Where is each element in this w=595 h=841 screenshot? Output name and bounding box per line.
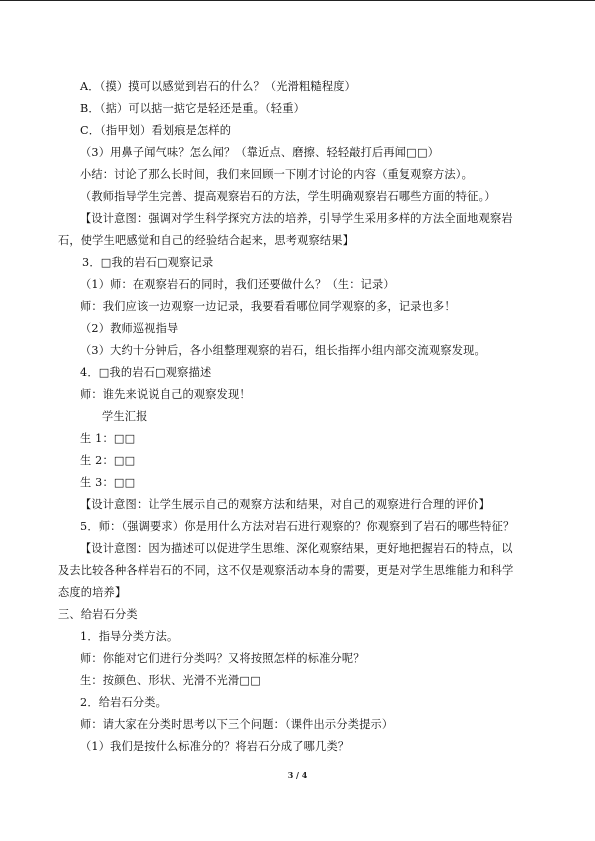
text-line: 【设计意图：让学生展示自己的观察方法和结果，对自己的观察进行合理的评价】 [80,498,490,511]
text-line: 师：你能对它们进行分类吗？又将按照怎样的标准分呢？ [80,652,365,665]
text-line: 5．师：（强调要求）你是用什么方法对岩石进行观察的？你观察到了岩石的哪些特征？ [80,520,515,533]
section-heading: 三、给岩石分类 [58,608,138,621]
text-line: （2）教师巡视指导 [80,322,179,335]
text-line: 生 1：□□ [80,432,136,445]
text-line: 师：我们应该一边观察一边记录，我要看看哪位同学观察的多，记录也多！ [80,300,456,313]
text-line: C．（指甲划）看划痕是怎样的 [80,124,232,137]
text-line: A．（摸）摸可以感觉到岩石的什么？（光滑粗糙程度） [80,80,356,93]
text-line: 生 2：□□ [80,454,136,467]
text-line: 生 3：□□ [80,476,136,489]
text-line: 【设计意图：因为描述可以促进学生思维、深化观察结果，更好地把握岩石的特点，以 [80,542,513,555]
top-border [0,0,595,1]
text-line: 小结：讨论了那么长时间，我们来回顾一下刚才讨论的内容（重复观察方法）。 [80,168,473,181]
page-number: 3 / 4 [287,770,308,780]
text-line: （1）我们是按什么标准分的？将岩石分成了哪几类？ [80,740,350,753]
text-line: 生：按颜色、形状、光滑不光滑□□ [80,674,261,687]
text-line: （3）用鼻子闻气味？怎么闻？（靠近点、磨擦、轻轻敲打后再闻□□） [80,146,440,159]
text-line: （3）大约十分钟后，各小组整理观察的岩石，组长指挥小组内部交流观察发现。 [80,344,486,357]
text-line: 学生汇报 [102,410,148,423]
text-line: 石，使学生吧感觉和自己的经验结合起来，思考观察结果】 [58,234,355,247]
text-line: 师：请大家在分类时思考以下三个问题：（课件出示分类提示） [80,718,394,731]
text-line: 态度的培养】 [58,586,127,599]
text-line: 【设计意图：强调对学生科学探究方法的培养，引导学生采用多样的方法全面地观察岩 [80,212,513,225]
text-line: 1．指导分类方法。 [80,630,179,643]
text-line: （教师指导学生完善、提高观察岩石的方法，学生明确观察岩石哪些方面的特征。） [80,190,496,203]
text-line: 师：谁先来说说自己的观察发现！ [80,388,251,401]
text-line: 3．□我的岩石□观察记录 [82,256,214,269]
text-line: B．（掂）可以掂一掂它是轻还是重。（轻重） [80,102,305,115]
text-line: 及去比较各种各样岩石的不同，这不仅是观察活动本身的需要，更是对学生思维能力和科学 [58,564,514,577]
text-line: 4．□我的岩石□观察描述 [80,366,212,379]
text-line: （1）师：在观察岩石的同时，我们还要做什么？（生：记录） [80,278,395,291]
text-line: 2．给岩石分类。 [80,696,168,709]
